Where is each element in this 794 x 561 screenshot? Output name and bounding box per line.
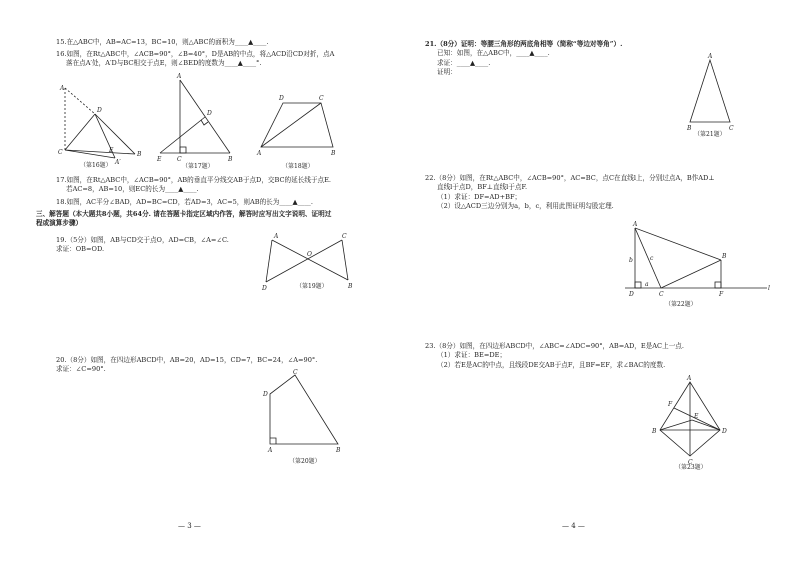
fig22-label-l: l (768, 285, 770, 292)
fig22-label-D: D (629, 291, 634, 298)
question-23-line-1: 23.（8分）如图，在四边形ABCD中，∠ABC=∠ADC=90°，AB=AD，E是AC上一点. (425, 342, 684, 350)
question-20-line-1: 20.（8分）如图，在四边形ABCD中，AB=20，AD=15，CD=7，BC=24，∠A=90°. (56, 356, 318, 364)
fig17-label-D: D (207, 110, 212, 117)
fig23-label-D: D (722, 428, 727, 435)
fig23-label-B: B (652, 428, 657, 435)
fig21-label-B: B (687, 125, 692, 132)
question-22-line-2: 直线l于点D，BF⊥直线l于点F. (437, 183, 528, 192)
question-19-line-1: 19.（5分）如图，AB与CD交于点O，AD=CB，∠A=∠C. (56, 236, 229, 244)
fig19-label-D: D (262, 285, 267, 292)
figure-21 (684, 52, 744, 132)
figure-20 (262, 370, 347, 455)
fig22-label-a: a (645, 281, 649, 288)
page-number-3: — 3 — (178, 522, 201, 530)
question-18: 18.如图，AC平分∠BAD，AD=BC=CD，若AD=3，AC=5，则AB的长为____▲____. (56, 198, 313, 206)
question-20-line-2: 求证：∠C=90°. (56, 365, 106, 374)
fig23-label-A: A (687, 375, 692, 382)
section-3-heading (36, 210, 331, 229)
fig16-label-A-prime: A′ (115, 159, 121, 166)
fig18-label-D: D (279, 95, 284, 102)
fig18-label-A: A (257, 150, 262, 157)
fig19-label-A: A (274, 233, 279, 240)
figure-22 (625, 222, 775, 302)
question-22-line-1: 22.（8分）如图，在Rt△ABC中，∠ACB=90°，AC=BC，点C在直线l上，分别过点A，B作AD⊥ (425, 174, 715, 182)
fig17-label-B: B (228, 156, 233, 163)
figure-18-caption: （第18题） (282, 163, 314, 170)
question-16-line-2: 落在点A′处，A′D与BC相交于点E，则∠BED的度数为____▲____°. (66, 59, 262, 68)
question-19-line-2: 求证：OB=OD. (56, 245, 105, 254)
fig22-label-B: B (722, 253, 727, 260)
question-21-line-4: 证明： (437, 68, 457, 77)
fig22-label-c: c (650, 255, 654, 262)
question-19 (56, 236, 229, 255)
fig17-label-C: C (177, 156, 182, 163)
fig23-label-F: F (668, 401, 673, 408)
question-23-line-3: （2）若E是AC的中点，且线段DE交AB于点F，且BF=EF，求∠BAC的度数. (437, 360, 666, 369)
section-3-line-2: 程或演算步骤） (36, 219, 83, 228)
question-22-line-4: （2）设△ACD三边分别为a，b，c，利用此图证明勾股定理. (437, 202, 614, 211)
question-21-line-2: 已知：如图，在△ABC中，____▲____. (437, 49, 550, 58)
figure-23-caption: （第23题） (675, 464, 707, 471)
fig16-label-C: C (58, 149, 63, 156)
fig21-label-C: C (729, 125, 734, 132)
question-23 (425, 342, 684, 370)
fig20-label-B: B (336, 447, 341, 454)
fig18-label-C: C (319, 95, 324, 102)
question-16-line-1: 16.如图，在Rt△ABC中，∠ACB=90°，∠B=40°，D是AB的中点，将△ACD沿CD对折，点A (56, 50, 335, 58)
fig17-label-E: E (157, 156, 162, 163)
fig16-label-A: A (60, 85, 65, 92)
question-22-line-3: （1）求证：DF=AD+BF； (437, 192, 522, 201)
fig18-label-B: B (331, 150, 336, 157)
question-17 (56, 176, 331, 195)
figure-23 (652, 375, 732, 466)
fig22-label-C: C (659, 291, 664, 298)
page-number-4: — 4 — (562, 522, 585, 530)
question-17-line-1: 17.如图，在Rt△ABC中，∠ACB=90°，AB的垂直平分线交AB于点D，交BC的延长线于点E. (56, 176, 332, 184)
question-15: 15.在△ABC中，AB=AC=13，BC=10，则△ABC的面积为____▲____. (56, 38, 269, 46)
fig22-label-b: b (629, 257, 633, 264)
fig23-label-C: C (688, 459, 693, 466)
fig22-label-A: A (633, 221, 638, 228)
fig17-label-A: A (177, 73, 182, 80)
fig16-label-D: D (97, 107, 102, 114)
fig23-label-E: E (694, 413, 699, 420)
figure-18 (255, 95, 335, 155)
question-22 (425, 174, 715, 212)
fig19-label-B: B (348, 283, 353, 290)
figure-17-caption: （第17题） (182, 163, 214, 170)
fig19-label-O: O (307, 251, 312, 258)
question-17-line-2: 若AC=8，AB=10，则EC的长为____▲____. (66, 185, 199, 194)
fig16-label-B: B (137, 151, 142, 158)
fig16-label-E: E (109, 147, 114, 154)
figure-20-caption: （第20题） (289, 458, 321, 465)
page-4 (397, 0, 794, 561)
question-21-line-3: 求证：____▲____. (437, 58, 491, 67)
figure-17 (155, 73, 240, 163)
fig20-label-D: D (263, 391, 268, 398)
fig22-label-F: F (719, 291, 724, 298)
fig20-label-A: A (268, 447, 273, 454)
figure-16-caption: （第16题） (80, 162, 112, 169)
fig21-label-A: A (708, 53, 713, 60)
question-23-line-2: （1）求证：BE=DE； (437, 351, 507, 360)
question-16 (56, 50, 334, 69)
fig19-label-C: C (342, 233, 347, 240)
question-21-line-1: 21.（8分）证明：等腰三角形的两底角相等（简称“等边对等角”）. (425, 40, 623, 48)
fig20-label-C: C (293, 369, 298, 376)
figure-21-caption: （第21题） (694, 131, 726, 138)
question-21 (425, 40, 622, 78)
figure-19-caption: （第19题） (296, 283, 328, 290)
section-3-line-1: 三、解答题（本大题共8小题，共64分. 请在答题卡指定区域内作答，解答时应写出文字说明、证明过 (36, 210, 332, 218)
figure-22-caption: （第22题） (665, 301, 697, 308)
